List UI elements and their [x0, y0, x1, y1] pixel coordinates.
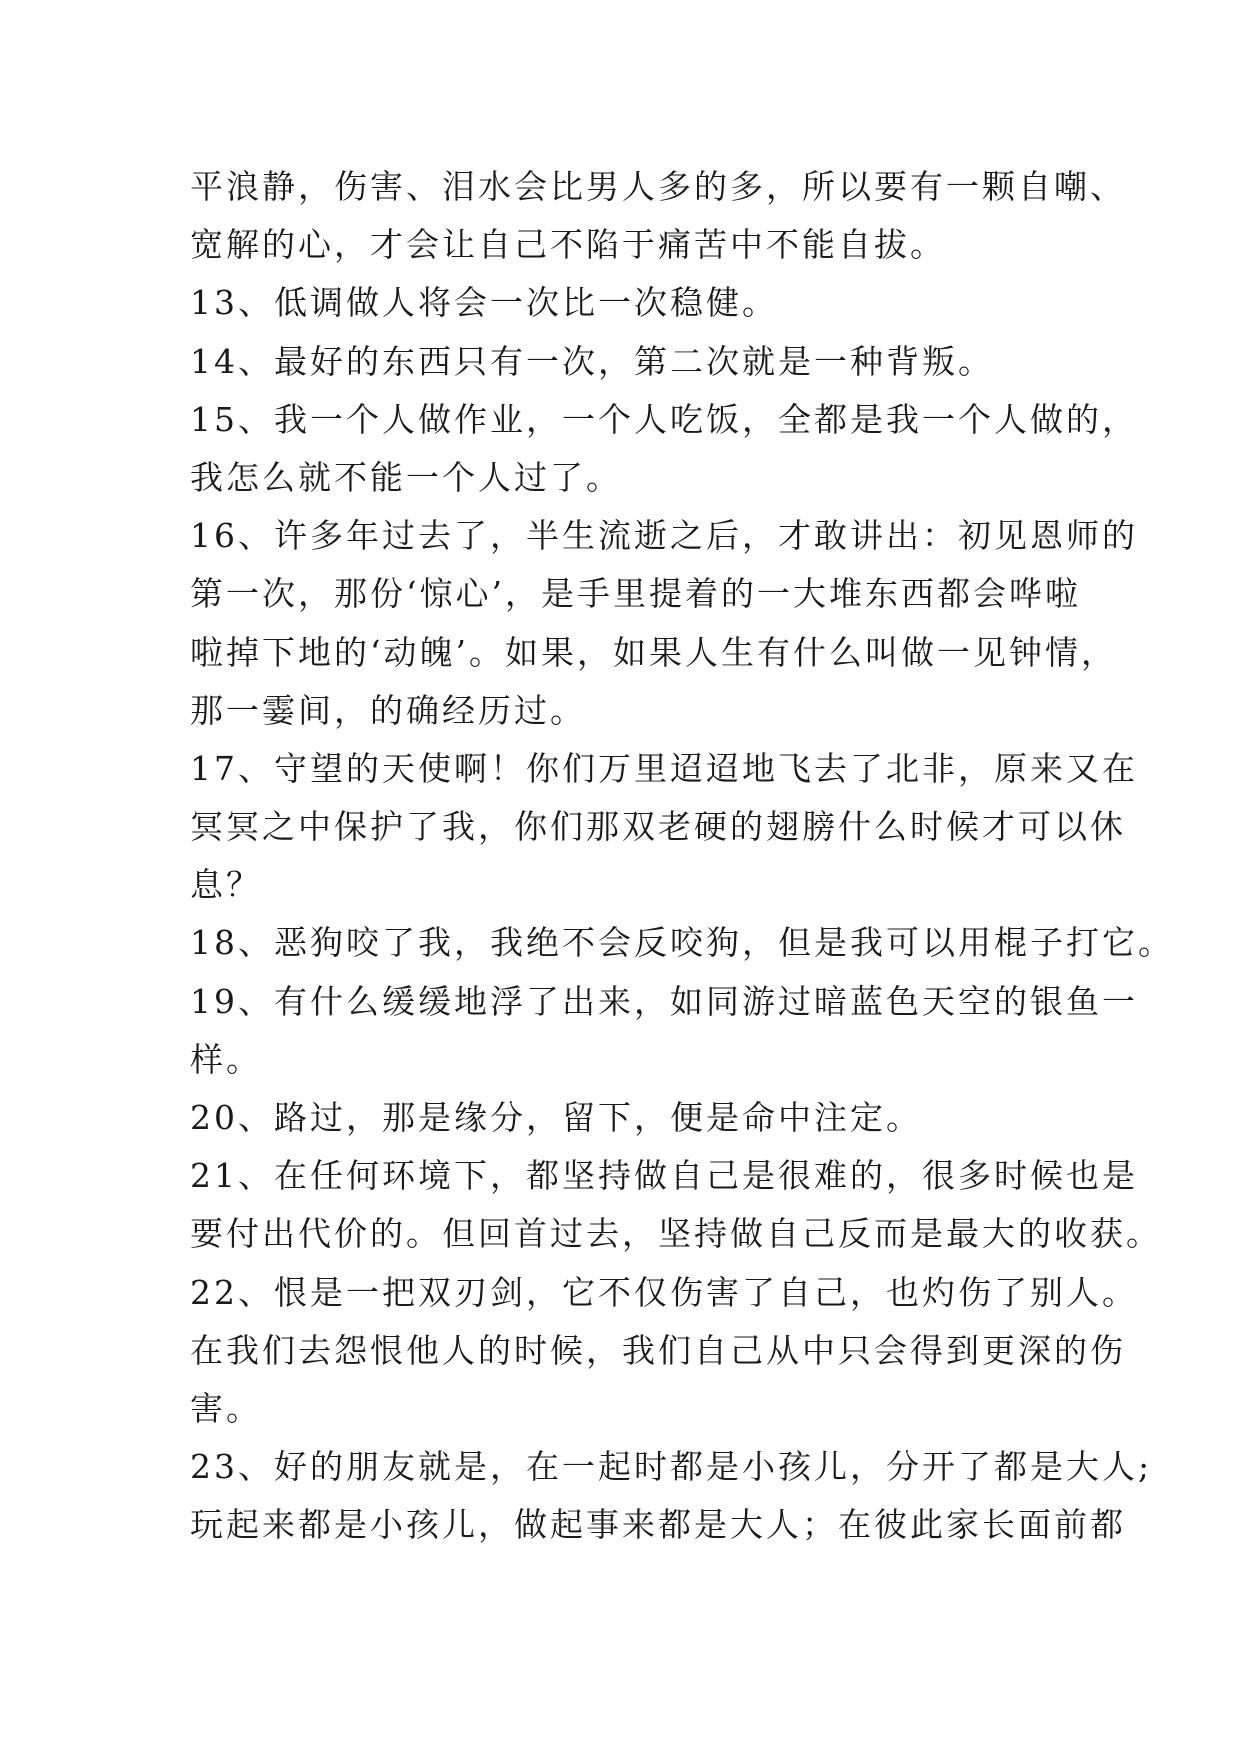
text-line: 18、恶狗咬了我，我绝不会反咬狗，但是我可以用棍子打它。	[190, 923, 1174, 963]
text-line: 我怎么就不能一个人过了。	[190, 457, 622, 497]
text-line: 冥冥之中保护了我，你们那双老硬的翅膀什么时候才可以休	[190, 807, 1126, 847]
text-line: 20、路过，那是缘分，留下，便是命中注定。	[190, 1098, 922, 1137]
text-line: 22、恨是一把双刃剑，它不仅伤害了自己，也灼伤了别人。	[190, 1272, 1138, 1312]
text-line: 14、最好的东西只有一次，第二次就是一种背叛。	[190, 341, 994, 381]
text-line: 13、低调做人将会一次比一次稳健。	[190, 283, 778, 323]
text-line: 害。	[190, 1388, 262, 1428]
text-line: 平浪静，伤害、泪水会比男人多的多，所以要有一颗自嘲、	[190, 167, 1126, 206]
text-line: 样。	[190, 1039, 262, 1079]
text-line: 第一次，那份‘惊心’，是手里提着的一大堆东西都会哗啦	[190, 574, 1081, 614]
text-line: 23、好的朋友就是，在一起时都是小孩儿，分开了都是大人;	[190, 1447, 1153, 1487]
text-line: 15、我一个人做作业，一个人吃饭，全都是我一个人做的，	[190, 399, 1138, 439]
text-line: 21、在任何环境下，都坚持做自己是很难的，很多时候也是	[190, 1156, 1138, 1196]
text-line: 那一霎间，的确经历过。	[190, 690, 586, 730]
text-line: 要付出代价的。但回首过去，坚持做自己反而是最大的收获。	[190, 1214, 1162, 1254]
text-line: 在我们去怨恨他人的时候，我们自己从中只会得到更深的伤	[190, 1330, 1126, 1370]
text-line: 啦掉下地的‘动魄’。如果，如果人生有什么叫做一见钟情，	[190, 632, 1117, 672]
text-line: 19、有什么缓缓地浮了出来，如同游过暗蓝色天空的银鱼一	[190, 981, 1138, 1021]
document-body	[190, 158, 1174, 1555]
text-line: 17、守望的天使啊！你们万里迢迢地飞去了北非，原来又在	[190, 748, 1138, 788]
text-line: 16、许多年过去了，半生流逝之后，才敢讲出：初见恩师的	[190, 516, 1138, 556]
text-line: 玩起来都是小孩儿，做起事来都是大人；在彼此家长面前都	[190, 1505, 1126, 1545]
text-line: 宽解的心，才会让自己不陷于痛苦中不能自拔。	[190, 225, 946, 265]
text-line: 息？	[190, 865, 262, 905]
